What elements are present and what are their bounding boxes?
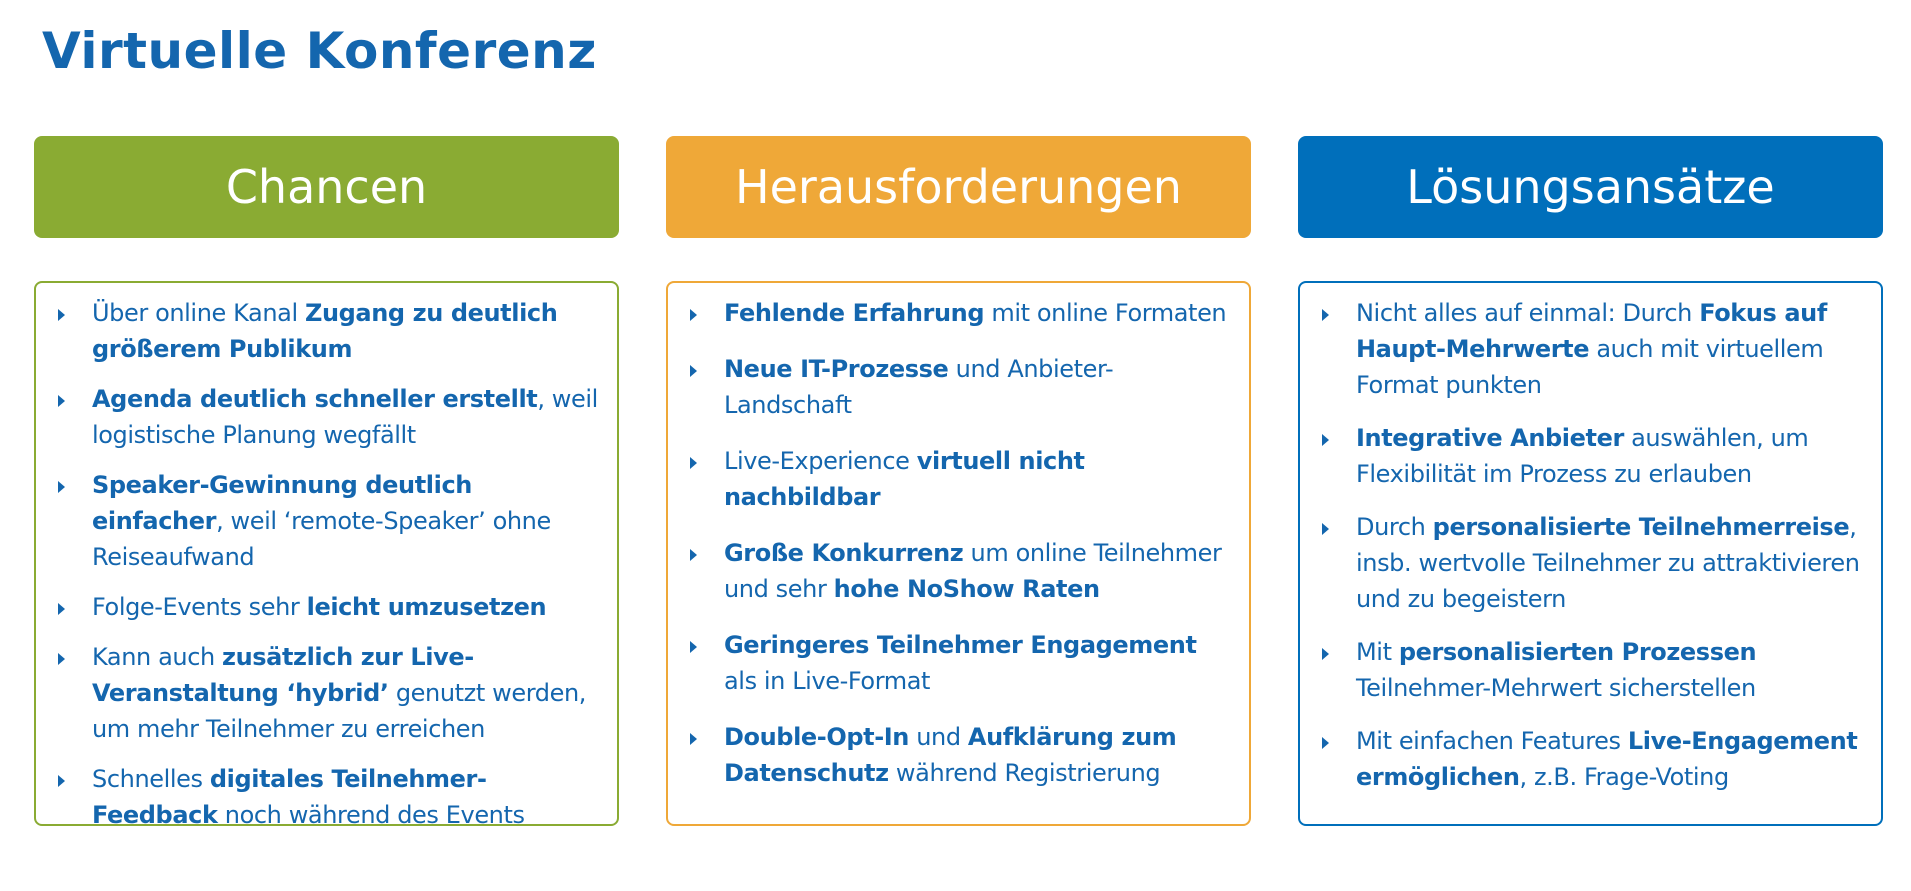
text: , weil logistische Planung wegfällt [92, 385, 598, 449]
bold-text: Aufklärung zum Datenschutz [724, 723, 1177, 787]
bold-text: digitales Teilnehmer-Feedback [92, 765, 487, 829]
triangle-right-icon [58, 603, 65, 615]
list-item [56, 467, 603, 575]
bold-text: Geringeres Teilnehmer Engagement [724, 631, 1197, 659]
triangle-right-icon [1322, 434, 1329, 446]
text: genutzt werden, um mehr Teilnehmer zu erreichen [92, 679, 586, 743]
list-item [1320, 295, 1867, 403]
list-item [56, 761, 603, 833]
list-item [1320, 723, 1867, 795]
bold-text: Große Konkurrenz [724, 539, 964, 567]
list-item [56, 381, 603, 453]
bold-text: zusätzlich zur Live-Veranstaltung ‘hybrid’ [92, 643, 474, 707]
text: auch mit virtuellem Format punkten [1356, 335, 1824, 399]
triangle-right-icon [690, 457, 697, 469]
bold-text: Live-Engagement ermöglichen [1356, 727, 1858, 791]
text: Mit [1356, 638, 1399, 666]
column-chancen [34, 136, 619, 829]
bullet-list [56, 295, 603, 833]
list-item [688, 351, 1235, 423]
column-loesungsansaetze [1298, 136, 1883, 791]
triangle-right-icon [1322, 523, 1329, 535]
triangle-right-icon [58, 481, 65, 493]
bullet-list [688, 295, 1235, 791]
list-item [688, 535, 1235, 607]
bullet-list [1320, 295, 1867, 795]
text: , weil ‘remote-Speaker’ ohne Reiseaufwand [92, 507, 551, 571]
bold-text: Double-Opt-In [724, 723, 909, 751]
text: , insb. wertvolle Teilnehmer zu attraktivieren und zu begeistern [1356, 513, 1860, 613]
column-body [666, 281, 1251, 826]
bold-text: virtuell nicht nachbildbar [724, 447, 1085, 511]
triangle-right-icon [690, 365, 697, 377]
text: und [908, 723, 968, 751]
text: auswählen, um Flexibilität im Prozess zu erlauben [1356, 424, 1809, 488]
text: , z.B. Frage-Voting [1519, 763, 1729, 791]
list-item [688, 627, 1235, 699]
text: Live-Experience [724, 447, 917, 475]
triangle-right-icon [58, 653, 65, 665]
bold-text: personalisierten Prozessen [1398, 638, 1757, 666]
triangle-right-icon [58, 775, 65, 787]
text: Durch [1356, 513, 1433, 541]
bold-text: Agenda deutlich schneller erstellt [92, 385, 538, 413]
bold-text: Fehlende Erfahrung [724, 299, 985, 327]
text: Folge-Events sehr [92, 593, 307, 621]
bold-text: leicht umzusetzen [306, 593, 547, 621]
text: Nicht alles auf einmal: Durch [1356, 299, 1700, 327]
column-body [34, 281, 619, 829]
text: Über online Kanal [92, 299, 305, 327]
text: Schnelles [92, 765, 210, 793]
column-heading: Chancen [34, 136, 619, 238]
list-item [56, 295, 603, 367]
page-title: Virtuelle Konferenz [42, 22, 597, 80]
list-item [688, 443, 1235, 515]
triangle-right-icon [690, 641, 697, 653]
triangle-right-icon [690, 309, 697, 321]
text: und Anbieter-Landschaft [724, 355, 1114, 419]
list-item [1320, 509, 1867, 617]
triangle-right-icon [690, 549, 697, 561]
text: Mit einfachen Features [1356, 727, 1628, 755]
list-item [56, 589, 603, 625]
text: Kann auch [92, 643, 223, 671]
list-item [1320, 634, 1867, 706]
column-body [1298, 281, 1883, 826]
bold-text: Zugang zu deutlich größerem Publikum [92, 299, 558, 363]
text: mit online Formaten [984, 299, 1227, 327]
text: Teilnehmer-Mehrwert sicherstellen [1356, 674, 1756, 702]
bold-text: personalisierte Teilnehmerreise [1432, 513, 1850, 541]
triangle-right-icon [1322, 309, 1329, 321]
column-heading: Herausforderungen [666, 136, 1251, 238]
text: noch während des Events [217, 801, 525, 829]
triangle-right-icon [58, 309, 65, 321]
bold-text: hohe NoShow Raten [833, 575, 1100, 603]
column-herausforderungen [666, 136, 1251, 787]
triangle-right-icon [1322, 737, 1329, 749]
bold-text: Neue IT-Prozesse [724, 355, 949, 383]
triangle-right-icon [58, 395, 65, 407]
triangle-right-icon [690, 733, 697, 745]
list-item [688, 719, 1235, 791]
text: als in Live-Format [724, 667, 931, 695]
bold-text: Integrative Anbieter [1356, 424, 1624, 452]
list-item [688, 295, 1235, 331]
column-heading: Lösungsansätze [1298, 136, 1883, 238]
list-item [1320, 420, 1867, 492]
triangle-right-icon [1322, 648, 1329, 660]
bold-text: Speaker-Gewinnung deutlich einfacher [92, 471, 472, 535]
text: um online Teilnehmer und sehr [724, 539, 1222, 603]
list-item [56, 639, 603, 747]
text: während Registrierung [888, 759, 1161, 787]
bold-text: Fokus auf Haupt-Mehrwerte [1356, 299, 1827, 363]
